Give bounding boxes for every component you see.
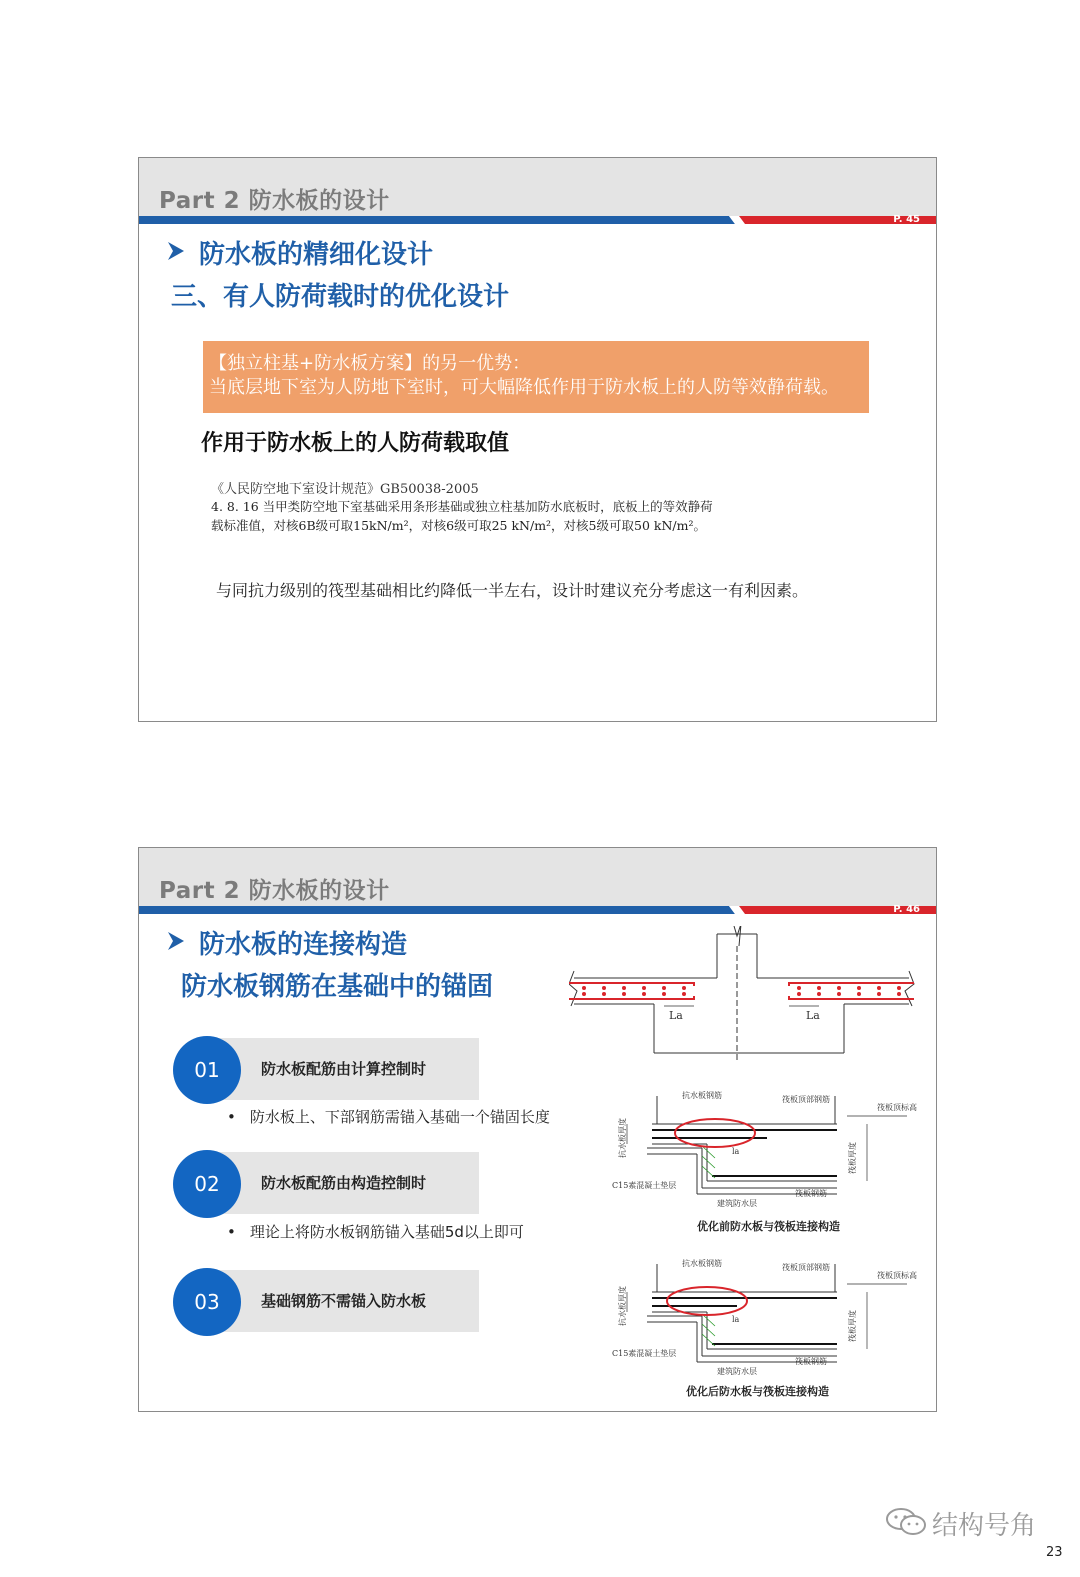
label-c15: C15素混凝土垫层: [612, 1181, 677, 1190]
bullet-dot-icon: •: [227, 1108, 236, 1126]
item-number-02: 02: [173, 1150, 241, 1218]
caption-after: 优化后防水板与筏板连接构造: [686, 1385, 829, 1398]
item-number-01: 01: [173, 1036, 241, 1104]
highlight-box: [203, 341, 869, 413]
label-raft-top-rebar: 筏板顶部钢筋: [782, 1095, 830, 1104]
slide-subheading: 三、有人防荷载时的优化设计: [171, 282, 510, 312]
label-la: la: [732, 1147, 740, 1156]
label-raft-bottom-rebar: 筏板钢筋: [795, 1357, 827, 1366]
slide-1: [138, 157, 937, 722]
item-desc-text: 理论上将防水板钢筋锚入基础5d以上即可: [249, 1223, 524, 1241]
label-slab-thickness: 抗水板厚度: [618, 1118, 627, 1158]
label-slab-thickness: 抗水板厚度: [618, 1286, 627, 1326]
clause-line-2: 载标准值，对核6B级可取15kN/m²，对核6级可取25 kN/m²，对核5级可取50 kN/m²。: [211, 518, 706, 533]
label-raft-bottom-rebar: 筏板钢筋: [795, 1189, 827, 1198]
clause-line-1: 4. 8. 16 当甲类防空地下室基础采用条形基础或独立柱基加防水底板时，底板上的等效静荷: [211, 499, 713, 514]
label-raft-top-rebar: 筏板顶部钢筋: [782, 1263, 830, 1272]
la-label-right: La: [806, 1009, 820, 1022]
la-label-left: La: [669, 1009, 683, 1022]
slide-title: Part 2 防水板的设计: [159, 188, 390, 214]
connection-diagram-before: [607, 1086, 922, 1211]
watermark: 结构号角: [932, 1511, 1037, 1541]
wechat-icon: [885, 1507, 929, 1537]
label-waterproof: 建筑防水层: [717, 1367, 757, 1376]
bullet-dot-icon: •: [227, 1223, 236, 1241]
item-box-02: [209, 1152, 479, 1214]
anchorage-diagram: [569, 926, 919, 1066]
item-box-03: [209, 1270, 479, 1332]
label-waterproof: 建筑防水层: [717, 1199, 757, 1208]
highlight-line-2: 当底层地下室为人防地下室时，可大幅降低作用于防水板上的人防等效静荷载。: [209, 377, 839, 398]
highlight-line-1: 【独立柱基+防水板方案】的另一优势：: [209, 353, 531, 374]
slide-header: [139, 158, 936, 216]
item-label: 防水板配筋由计算控制时: [261, 1060, 427, 1078]
label-raft-top-elev: 筏板顶标高: [877, 1271, 917, 1280]
item-desc-text: 防水板上、下部钢筋需锚入基础一个锚固长度: [249, 1108, 550, 1126]
item-box-01: [209, 1038, 479, 1100]
slide-heading: 防水板的精细化设计: [199, 240, 434, 270]
label-raft-thickness: 筏板厚度: [848, 1142, 857, 1174]
item-description-01: [227, 1106, 550, 1127]
item-description-02: [227, 1221, 524, 1242]
arrow-bullet-icon: [166, 930, 186, 952]
slide-title: Part 2 防水板的设计: [159, 878, 390, 904]
section-title: 作用于防水板上的人防荷载取值: [201, 431, 510, 456]
slide-heading: 防水板的连接构造: [199, 930, 408, 960]
label-c15: C15素混凝土垫层: [612, 1349, 677, 1358]
arrow-bullet-icon: [166, 240, 186, 262]
slide-header: [139, 848, 936, 906]
slide-page-number: P. 46: [893, 904, 920, 915]
code-reference: 《人民防空地下室设计规范》GB50038-2005: [211, 482, 479, 497]
label-slab-rebar: 抗水板钢筋: [682, 1091, 722, 1100]
slide-page-number: P. 45: [893, 214, 920, 225]
label-la: la: [732, 1315, 740, 1324]
page-number: 23: [1046, 1545, 1063, 1560]
label-raft-thickness: 筏板厚度: [848, 1310, 857, 1342]
item-number-03: 03: [173, 1268, 241, 1336]
summary-note: 与同抗力级别的筏型基础相比约降低一半左右，设计时建议充分考虑这一有利因素。: [216, 581, 809, 600]
label-slab-rebar: 抗水板钢筋: [682, 1259, 722, 1268]
slide-2: [138, 847, 937, 1412]
item-label: 基础钢筋不需锚入防水板: [261, 1292, 427, 1310]
header-stripe: [139, 906, 936, 914]
item-label: 防水板配筋由构造控制时: [261, 1174, 427, 1192]
caption-before: 优化前防水板与筏板连接构造: [697, 1220, 840, 1233]
connection-diagram-after: [607, 1254, 922, 1379]
header-stripe: [139, 216, 936, 224]
slide-subheading: 防水板钢筋在基础中的锚固: [181, 972, 494, 1002]
label-raft-top-elev: 筏板顶标高: [877, 1103, 917, 1112]
code-clause: [211, 497, 851, 535]
